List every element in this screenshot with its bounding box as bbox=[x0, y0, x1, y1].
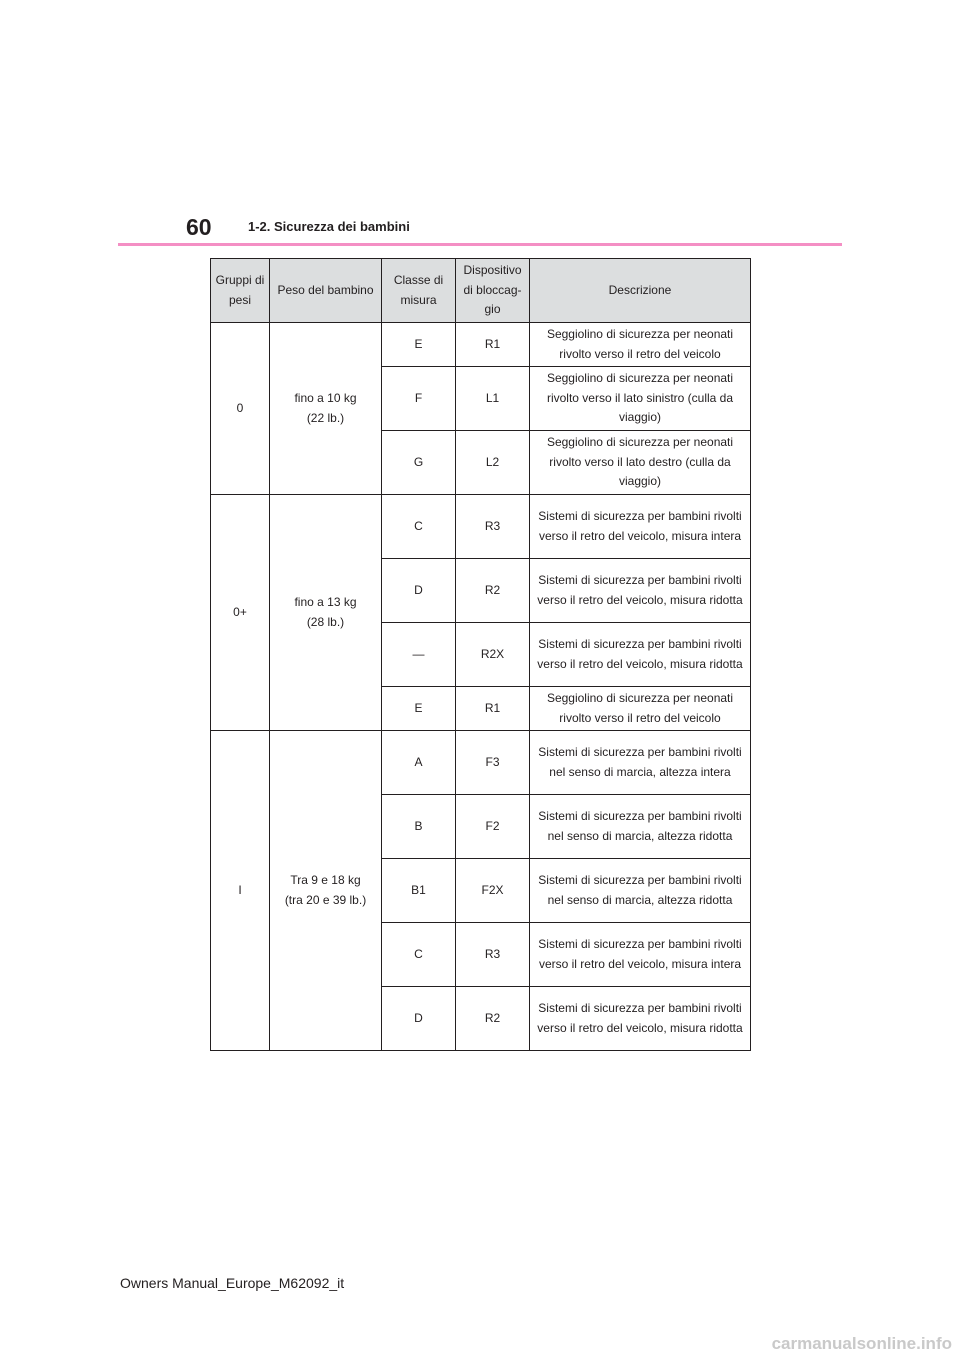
fixture-cell: F2X bbox=[456, 859, 530, 923]
header-child-weight: Peso del bambino bbox=[270, 259, 382, 323]
description-cell: Sistemi di sicurezza per bambini rivolti verso il retro del veicolo, misura ridotta bbox=[530, 559, 751, 623]
description-cell: Seggiolino di sicurezza per neonati rivolto verso il lato destro (culla da viaggio) bbox=[530, 431, 751, 495]
weight-range: Tra 9 e 18 kg bbox=[290, 873, 361, 887]
page-number: 60 bbox=[186, 214, 212, 240]
size-class-cell: G bbox=[382, 431, 456, 495]
fixture-cell: R2 bbox=[456, 559, 530, 623]
table-header-row bbox=[211, 259, 751, 323]
fixture-cell: R3 bbox=[456, 923, 530, 987]
header-size-class: Classe di misura bbox=[382, 259, 456, 323]
size-class-cell: D bbox=[382, 559, 456, 623]
fixture-cell: R1 bbox=[456, 687, 530, 731]
size-class-cell: C bbox=[382, 923, 456, 987]
header-description: Descrizione bbox=[530, 259, 751, 323]
weight-group-cell: 0+ bbox=[211, 495, 270, 731]
description-cell: Sistemi di sicurezza per bambini rivolti verso il retro del veicolo, misura ridotta bbox=[530, 987, 751, 1051]
description-cell: Sistemi di sicurezza per bambini rivolti verso il retro del veicolo, misura ridotta bbox=[530, 623, 751, 687]
description-cell: Sistemi di sicurezza per bambini rivolti nel senso di marcia, altezza ridotta bbox=[530, 859, 751, 923]
header-fixture: Dispositivo di bloccag- gio bbox=[456, 259, 530, 323]
description-cell: Sistemi di sicurezza per bambini rivolti nel senso di marcia, altezza intera bbox=[530, 731, 751, 795]
size-class-cell: D bbox=[382, 987, 456, 1051]
weight-group-cell: 0 bbox=[211, 323, 270, 495]
size-class-cell: F bbox=[382, 367, 456, 431]
weight-range: fino a 10 kg bbox=[294, 391, 357, 405]
fixture-cell: F2 bbox=[456, 795, 530, 859]
child-weight-cell bbox=[270, 731, 382, 1051]
weight-range: fino a 13 kg bbox=[294, 595, 357, 609]
fixture-cell: F3 bbox=[456, 731, 530, 795]
weight-range-lb: (tra 20 e 39 lb.) bbox=[284, 892, 367, 907]
weight-range-lb: (28 lb.) bbox=[306, 614, 345, 629]
size-class-cell: B1 bbox=[382, 859, 456, 923]
description-cell: Sistemi di sicurezza per bambini rivolti nel senso di marcia, altezza ridotta bbox=[530, 795, 751, 859]
weight-range-lb: (22 lb.) bbox=[306, 410, 345, 425]
description-cell: Seggiolino di sicurezza per neonati rivolto verso il retro del veicolo bbox=[530, 323, 751, 367]
fixture-cell: R3 bbox=[456, 495, 530, 559]
fixture-cell: L1 bbox=[456, 367, 530, 431]
size-class-cell: B bbox=[382, 795, 456, 859]
fixture-cell: R1 bbox=[456, 323, 530, 367]
size-class-cell: — bbox=[382, 623, 456, 687]
section-title: 1-2. Sicurezza dei bambini bbox=[248, 219, 410, 234]
child-weight-cell bbox=[270, 495, 382, 731]
size-class-cell: E bbox=[382, 687, 456, 731]
child-seat-size-table bbox=[210, 258, 751, 1051]
table-row bbox=[211, 731, 751, 795]
size-class-cell: E bbox=[382, 323, 456, 367]
size-class-cell: A bbox=[382, 731, 456, 795]
footer-manual-id: Owners Manual_Europe_M62092_it bbox=[120, 1275, 345, 1291]
description-cell: Sistemi di sicurezza per bambini rivolti verso il retro del veicolo, misura intera bbox=[530, 923, 751, 987]
fixture-cell: L2 bbox=[456, 431, 530, 495]
table-row bbox=[211, 495, 751, 559]
header-rule bbox=[118, 243, 842, 246]
header-weight-group: Gruppi di pesi bbox=[211, 259, 270, 323]
fixture-cell: R2X bbox=[456, 623, 530, 687]
fixture-cell: R2 bbox=[456, 987, 530, 1051]
child-weight-cell bbox=[270, 323, 382, 495]
description-cell: Seggiolino di sicurezza per neonati rivolto verso il lato sinistro (culla da viaggio) bbox=[530, 367, 751, 431]
weight-group-cell: I bbox=[211, 731, 270, 1051]
table-row bbox=[211, 323, 751, 367]
watermark: carmanualsonline.info bbox=[771, 1334, 952, 1353]
description-cell: Seggiolino di sicurezza per neonati rivolto verso il retro del veicolo bbox=[530, 687, 751, 731]
size-class-cell: C bbox=[382, 495, 456, 559]
description-cell: Sistemi di sicurezza per bambini rivolti verso il retro del veicolo, misura intera bbox=[530, 495, 751, 559]
